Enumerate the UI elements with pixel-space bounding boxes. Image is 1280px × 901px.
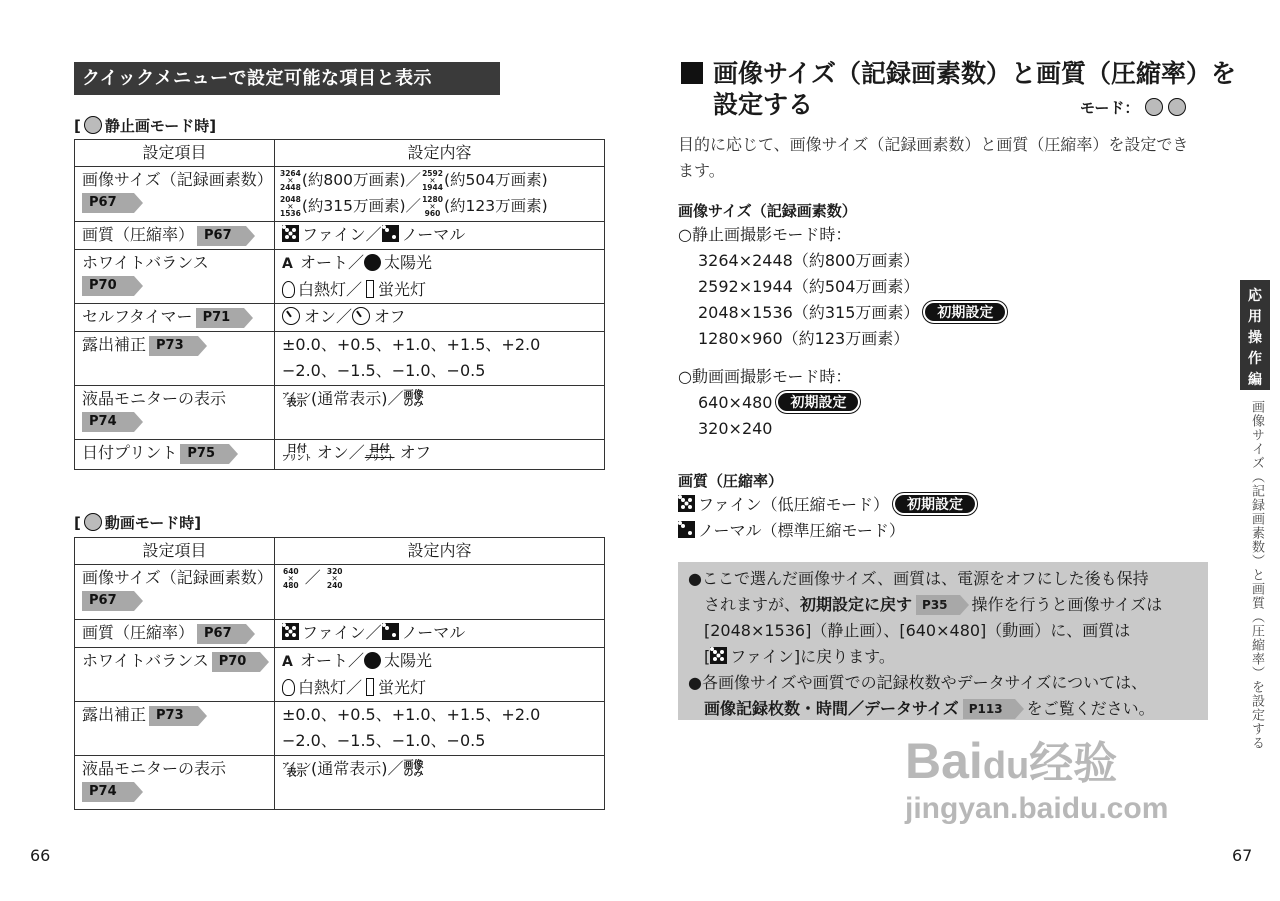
page-ref-badge: P73 xyxy=(149,706,198,726)
bulb-icon xyxy=(282,281,295,298)
movie-settings-table: 設定項目 設定内容 画像サイズ（記録画素数） P67 640 ✕ 480 ／ 320 ✕ 240 画質（圧縮率） P67 ファイン／ ノーマル ホワイトバランス P70 A オート／ 太陽光 白熱灯／ 蛍光灯 露出補正 P73 ±0.0、+0.5、+1.0、+1.5、+2.0 −2.0、−1.5、−1.0、−0.5 液晶モニターの表示 P74 アイコン 表示 (通常表示)／ 画像 のみ xyxy=(74,537,605,810)
fine-quality-icon xyxy=(678,495,695,512)
movie-size-list: ○動画画撮影モード時： 640×480 初期設定 320×240 xyxy=(678,364,860,442)
page-ref-badge: P74 xyxy=(82,782,134,802)
default-badge: 初期設定 xyxy=(776,391,860,413)
wb-auto-icon: A xyxy=(282,256,293,272)
section-banner: クイックメニューで設定可能な項目と表示 xyxy=(74,62,500,95)
page-ref-badge: P71 xyxy=(196,308,245,328)
table-row: 露出補正 P73 xyxy=(75,702,275,756)
table-row: セルフタイマー P71 xyxy=(75,304,275,332)
table-row: ホワイトバランス P70 xyxy=(75,250,275,304)
page-ref-badge: P67 xyxy=(197,624,246,644)
table-row: 露出補正 P73 xyxy=(75,332,275,386)
table-row: 液晶モニターの表示 P74 xyxy=(75,386,275,440)
default-badge: 初期設定 xyxy=(923,301,1007,323)
normal-quality-icon xyxy=(678,521,695,538)
side-tab: 応 用 操 作 編 xyxy=(1240,280,1270,390)
page-ref-badge: P67 xyxy=(82,591,134,611)
col-header-item: 設定項目 xyxy=(75,140,275,167)
sun-icon xyxy=(364,652,381,669)
table-row: 画質（圧縮率） P67 xyxy=(75,222,275,250)
page-ref-badge: P35 xyxy=(916,595,960,615)
page-ref-badge: P67 xyxy=(82,193,134,213)
still-camera-icon xyxy=(84,116,102,134)
page-ref-badge: P75 xyxy=(180,444,229,464)
normal-quality-icon xyxy=(382,225,399,242)
fluorescent-icon xyxy=(366,280,374,298)
square-bullet-icon xyxy=(681,62,703,84)
size-heading: 画像サイズ（記録画素数） xyxy=(678,202,857,220)
table-row: 画像サイズ（記録画素数） P67 xyxy=(75,565,275,620)
table-row: 日付プリント P75 xyxy=(75,440,275,470)
table-row: 液晶モニターの表示 P74 xyxy=(75,756,275,810)
col-header-item: 設定項目 xyxy=(75,538,275,565)
page-ref-badge: P70 xyxy=(82,276,134,296)
movie-camera-icon xyxy=(1168,98,1186,116)
wb-auto-icon: A xyxy=(282,654,293,670)
movie-camera-icon xyxy=(84,513,102,531)
still-mode-title: [ 静止画モード時] xyxy=(74,117,217,135)
page-title: 画像サイズ（記録画素数）と画質（圧縮率）を 設定する xyxy=(681,58,1236,120)
intro-text: 目的に応じて、画像サイズ（記録画素数）と画質（圧縮率）を設定でき ます。 xyxy=(678,135,1189,180)
table-row: ホワイトバランス P70 xyxy=(75,648,275,702)
still-size-list: ○静止画撮影モード時： 3264×2448（約800万画素） 2592×1944（約504万画素） 2048×1536（約315万画素） 初期設定 1280×960（約123万画素） xyxy=(678,222,1007,352)
col-header-content: 設定内容 xyxy=(275,140,605,167)
page-number-right: 67 xyxy=(1232,846,1253,865)
side-chapter-text: 画像サイズ（記録画素数）と画質（圧縮率）を設定する xyxy=(1249,400,1264,750)
page-number-left: 66 xyxy=(30,846,51,865)
fine-quality-icon xyxy=(282,623,299,640)
normal-quality-icon xyxy=(382,623,399,640)
sun-icon xyxy=(364,254,381,271)
still-camera-icon xyxy=(1145,98,1163,116)
movie-mode-title: [ 動画モード時] xyxy=(74,514,202,532)
page-ref-badge: P74 xyxy=(82,412,134,432)
timer-off-icon xyxy=(352,307,370,325)
mode-indicator: モード： xyxy=(1080,97,1186,118)
fine-quality-icon xyxy=(282,225,299,242)
quality-list: ファイン（低圧縮モード） 初期設定 ノーマル（標準圧縮モード） xyxy=(678,492,977,544)
timer-icon xyxy=(282,307,300,325)
table-row: 画質（圧縮率） P67 xyxy=(75,620,275,648)
page-ref-badge: P113 xyxy=(963,699,1015,719)
still-settings-table: 設定項目 設定内容 画像サイズ（記録画素数） P67 3264 ✕ 2448 (約800万画素)／ 2592 ✕ 1944 (約504万画素) 2048 ✕ 1536 (約315万画素)／ 1280 ✕ 960 (約123万画素) 画質（圧縮率） P67 ファイン／ ノーマル ホワイトバランス P70 A オート／ 太陽光 白熱灯／ 蛍光灯 セルフタイマー P71 オン／ オフ 露出補正 P73 ±0.0、+0.5、+1.0、+1.5、+2.0 −2.0、−1.5、−1.0、−0.5 液晶モニターの表示 P74 アイコン 表示 (通常表示)／ 画像 のみ 日付プリント P75 日付 プリント オン／ 日付 プリント オフ xyxy=(74,139,605,470)
fluorescent-icon xyxy=(366,678,374,696)
bulb-icon xyxy=(282,679,295,696)
fine-quality-icon xyxy=(710,647,727,664)
quality-heading: 画質（圧縮率） xyxy=(678,472,784,490)
page-ref-badge: P70 xyxy=(212,652,261,672)
table-row: 画像サイズ（記録画素数） P67 xyxy=(75,167,275,222)
col-header-content: 設定内容 xyxy=(275,538,605,565)
page-ref-badge: P73 xyxy=(149,336,198,356)
default-badge: 初期設定 xyxy=(893,493,977,515)
note-box: ●ここで選んだ画像サイズ、画質は、電源をオフにした後も保持 されますが、初期設定に戻す P35 操作を行うと画像サイズは [2048×1536]（静止画）、[640×480]（動画）に、画質は [ ファイン]に戻ります。 ●各画像サイズや画質での記録枚数やデータサイズについては、 画像記録枚数・時間／データサイズ P113 をご覧ください。 xyxy=(678,562,1208,720)
watermark: Baidu经验 jingyan.baidu.com xyxy=(905,733,1169,825)
page-ref-badge: P67 xyxy=(197,226,246,246)
